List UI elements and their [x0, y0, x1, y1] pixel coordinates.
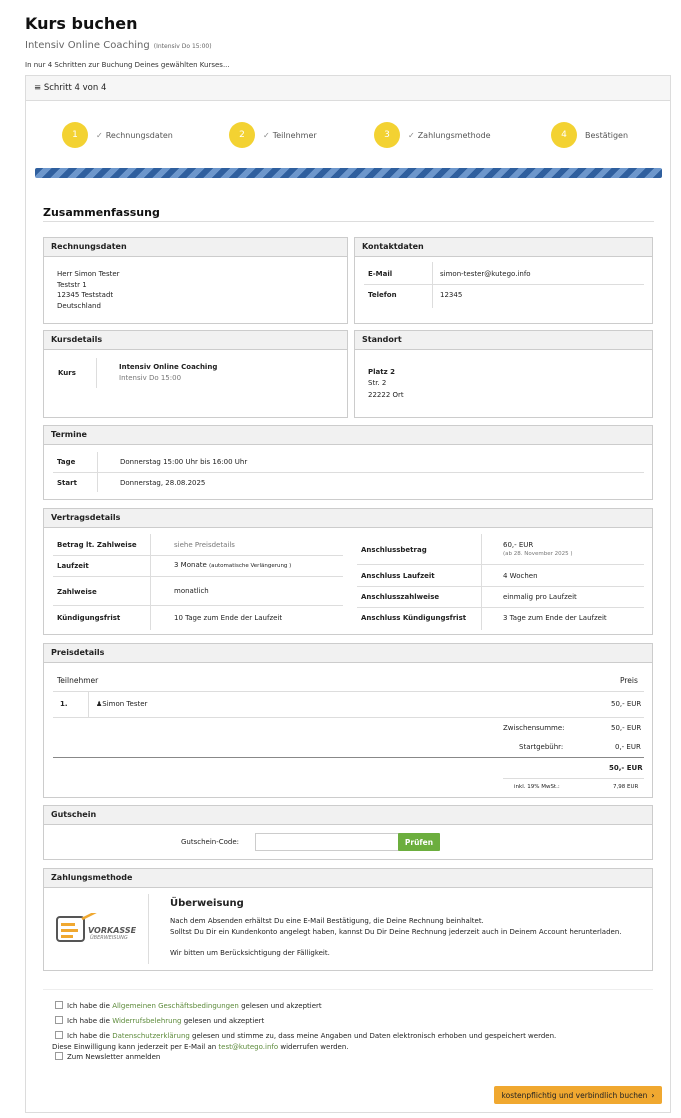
privacy-text: Ich habe die Datenschutzerklärung gelesen und stimme zu, dass meine Angaben und Daten elektronisch erhoben und gespeichert werden. — [67, 1032, 557, 1040]
divider — [53, 472, 644, 473]
course-label: Kurs — [58, 369, 76, 377]
billing-box — [43, 237, 348, 324]
billing-line: 12345 Teststadt — [57, 291, 114, 299]
newsletter-checkbox[interactable] — [55, 1052, 63, 1060]
col-participant: Teilnehmer — [57, 676, 99, 685]
check-icon: ✓ — [263, 130, 270, 140]
phone-value: 12345 — [440, 291, 463, 299]
newsletter-text: Zum Newsletter anmelden — [67, 1053, 161, 1061]
divider — [503, 778, 644, 779]
check-voucher-button[interactable]: Prüfen — [398, 833, 440, 851]
voucher-input[interactable] — [255, 833, 399, 851]
book-button[interactable]: kostenpflichtig und verbindlich buchen › — [494, 1086, 662, 1104]
contract-value: siehe Preisdetails — [174, 541, 235, 549]
revoke-email-link[interactable]: test@kutego.info — [218, 1043, 279, 1051]
divider — [53, 717, 644, 718]
divider — [97, 452, 98, 492]
divider — [150, 534, 151, 630]
divider — [43, 221, 654, 222]
course-title: Kursdetails — [44, 331, 347, 350]
contact-title: Kontaktdaten — [355, 238, 652, 257]
divider — [148, 894, 149, 964]
divider — [96, 358, 97, 388]
fee-label: Startgebühr: — [519, 743, 564, 751]
wizard-step-1[interactable]: 1 ✓ Rechnungsdaten — [62, 122, 173, 148]
contract-label: Betrag lt. Zahlweise — [57, 541, 137, 549]
course-name: Intensiv Online Coaching — [119, 363, 218, 371]
divider — [357, 564, 644, 565]
method-title: Überweisung — [170, 898, 244, 909]
start-label: Start — [57, 479, 77, 487]
contract-title: Vertragsdetails — [44, 509, 652, 528]
divider — [53, 691, 644, 692]
location-title: Standort — [355, 331, 652, 350]
contract-value: monatlich — [174, 587, 209, 595]
contract-label: Zahlweise — [57, 588, 97, 596]
vat-value: 7,98 EUR — [613, 784, 639, 790]
contract-label: Kündigungsfrist — [57, 614, 121, 622]
course-box — [43, 330, 348, 418]
row-number: 1. — [60, 700, 68, 708]
vat-label: inkl. 19% MwSt.: — [514, 784, 560, 790]
contract-value: 60,- EUR — [503, 541, 534, 549]
fee-value: 0,- EUR — [615, 743, 641, 751]
col-price: Preis — [620, 676, 638, 685]
divider — [357, 586, 644, 587]
chevron-right-icon: › — [651, 1090, 655, 1100]
intro-text: In nur 4 Schritten zur Buchung Deines gewählten Kurses... — [25, 61, 230, 69]
contract-label: Anschlusszahlweise — [361, 593, 440, 601]
billing-title: Rechnungsdaten — [44, 238, 347, 257]
divider — [432, 262, 433, 308]
step-indicator: ≡ Schritt 4 von 4 — [26, 76, 670, 101]
course-sub: Intensiv Do 15:00 — [119, 374, 182, 382]
days-label: Tage — [57, 458, 76, 466]
progress-bar — [35, 168, 662, 178]
contract-note: (ab 28. November 2025 ) — [503, 551, 573, 557]
contract-value: 4 Wochen — [503, 572, 538, 580]
wizard-step-3[interactable]: 3 ✓ Zahlungsmethode — [374, 122, 491, 148]
contract-value: einmalig pro Laufzeit — [503, 593, 577, 601]
email-value: simon-tester@kutego.info — [440, 270, 531, 278]
location-box — [354, 330, 653, 418]
widerruf-checkbox[interactable] — [55, 1016, 63, 1024]
contract-value: 3 Tage zum Ende der Laufzeit — [503, 614, 607, 622]
wizard-step-4: 4 Bestätigen — [551, 122, 628, 148]
menu-icon: ≡ — [34, 83, 42, 93]
billing-line: Deutschland — [57, 302, 101, 310]
participant-name: ♟Simon Tester — [96, 700, 148, 708]
divider — [43, 989, 653, 990]
divider — [53, 605, 343, 606]
check-icon: ✓ — [96, 130, 103, 140]
check-icon: ✓ — [408, 130, 415, 140]
divider — [357, 607, 644, 608]
price-box — [43, 643, 653, 798]
voucher-label: Gutschein-Code: — [181, 838, 240, 846]
privacy-link[interactable]: Datenschutzerklärung — [112, 1032, 190, 1040]
start-value: Donnerstag, 28.08.2025 — [120, 479, 206, 487]
divider — [88, 692, 89, 717]
revoke-text: Diese Einwilligung kann jederzeit per E-Mail an test@kutego.info widerrufen werden. — [52, 1043, 349, 1051]
page-title: Kurs buchen — [25, 14, 138, 33]
price-title: Preisdetails — [44, 644, 652, 663]
widerruf-text: Ich habe die Widerrufsbelehrung gelesen und akzeptiert — [67, 1017, 265, 1025]
location-name: Platz 2 — [368, 368, 395, 376]
email-label: E-Mail — [368, 270, 393, 278]
contract-label: Anschluss Kündigungsfrist — [361, 614, 467, 622]
payment-text: Wir bitten um Berücksichtigung der Fälligkeit. — [170, 949, 330, 957]
billing-line: Herr Simon Tester — [57, 270, 120, 278]
divider — [481, 534, 482, 630]
course-subtitle: Intensiv Online Coaching (Intensiv Do 15:00) — [25, 40, 212, 51]
location-street: Str. 2 — [368, 379, 387, 387]
payment-text: Solltst Du Dir ein Kundenkonto angelegt haben, kannst Du Dir Deine Rechnung jederzeit auch in Deinem Account herunterladen. — [170, 928, 622, 936]
voucher-title: Gutschein — [44, 806, 652, 825]
subtotal-label: Zwischensumme: — [503, 724, 565, 732]
contract-label: Anschlussbetrag — [361, 546, 427, 554]
divider — [364, 284, 644, 285]
agb-checkbox[interactable] — [55, 1001, 63, 1009]
payment-text: Nach dem Absenden erhältst Du eine E-Mail Bestätigung, die Deine Rechnung beinhaltet. — [170, 917, 484, 925]
phone-label: Telefon — [368, 291, 397, 299]
billing-line: Teststr 1 — [57, 281, 87, 289]
divider — [53, 555, 343, 556]
logo-main-text: VORKASSE — [88, 926, 137, 935]
subtotal-value: 50,- EUR — [611, 724, 642, 732]
location-city: 22222 Ort — [368, 391, 404, 399]
privacy-checkbox[interactable] — [55, 1031, 63, 1039]
participant-price: 50,- EUR — [611, 700, 642, 708]
payment-title: Zahlungsmethode — [44, 869, 652, 888]
total-value: 50,- EUR — [609, 764, 643, 772]
contract-label: Anschluss Laufzeit — [361, 572, 435, 580]
summary-title: Zusammenfassung — [43, 206, 160, 219]
days-value: Donnerstag 15:00 Uhr bis 16:00 Uhr — [120, 458, 248, 466]
contract-label: Laufzeit — [57, 562, 89, 570]
contract-value: 3 Monate (automatische Verlängerung ) — [174, 561, 292, 569]
agb-link[interactable]: Allgemeinen Geschäftsbedingungen — [112, 1002, 239, 1010]
logo-sub-text: ÜBERWEISUNG — [90, 935, 128, 941]
dates-title: Termine — [44, 426, 652, 445]
contact-box — [354, 237, 653, 324]
widerruf-link[interactable]: Widerrufsbelehrung — [112, 1017, 182, 1025]
person-icon: ♟ — [96, 700, 103, 708]
divider — [53, 757, 644, 758]
contract-value: 10 Tage zum Ende der Laufzeit — [174, 614, 283, 622]
divider — [53, 576, 343, 577]
wizard-step-2[interactable]: 2 ✓ Teilnehmer — [229, 122, 317, 148]
agb-text: Ich habe die Allgemeinen Geschäftsbedingungen gelesen und akzeptiert — [67, 1002, 322, 1010]
